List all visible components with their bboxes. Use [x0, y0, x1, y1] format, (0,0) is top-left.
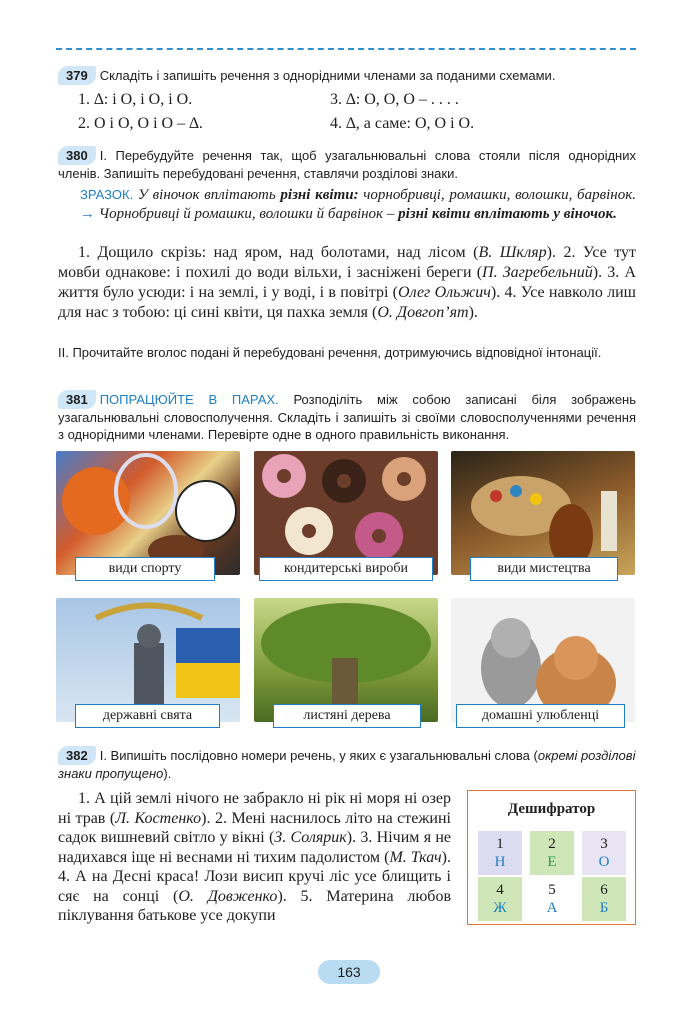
sentence: ). — [468, 304, 478, 321]
sentence: ). 3. Нічим я не надихався іще ні веснами ні тихим падолистом ( — [58, 829, 451, 866]
exercise-379-task — [58, 66, 636, 85]
exercise-text: І. Перебудуйте речення так, щоб узагальнювальні слова стояли після однорідних членів. Запишіть перебудовані речення, ставлячи розділові знаки. — [58, 148, 636, 181]
sentence: ). 2. Мені наснилось літо на стежині садок вишневий світло у вікні ( — [58, 809, 452, 846]
scheme-4: 4. ∆, а саме: О, О і О. — [330, 115, 475, 132]
sentence: 1. Дощило скрізь: над яром, над болотами, над лісом ( — [78, 244, 479, 261]
decoder-cell-letter: Е — [547, 854, 557, 870]
decoder-cell — [478, 831, 522, 875]
exercise-380-task — [58, 146, 636, 182]
sentence: ). 3. А життя було усюди: і на землі, і у воді, і в повітрі ( — [58, 264, 636, 301]
decoder-cell — [582, 831, 626, 875]
sample — [58, 185, 636, 224]
caption-arts: види мистецтва — [470, 557, 618, 581]
decoder-cell-letter: Ж — [493, 900, 507, 916]
decoder-cell-number: 4 — [496, 882, 504, 898]
caption-trees: листяні дерева — [273, 704, 421, 728]
sample-bold: вплітають у віночок. — [474, 206, 617, 222]
decoder-cell-number: 6 — [600, 882, 608, 898]
author: О. Довженко — [178, 887, 278, 905]
author: О. Довгоп’ят — [377, 304, 469, 321]
sentence: ). 4. А на Десні краса! Лози висип кручі ліс усе блищить і сяє на сонці ( — [58, 848, 451, 905]
sample-part: У віночок вплітають — [137, 187, 276, 203]
sentence: ). 5. Материна любов піклування батькове усе докупи — [58, 887, 452, 924]
decoder-title: Дешифратор — [507, 801, 596, 817]
exercise-text: І. Випишіть послідовно номери речень, у яких є узагальнювальні слова ( — [99, 748, 538, 763]
page-number: 163 — [318, 960, 380, 984]
arrow-icon: → — [80, 206, 95, 222]
scheme-2: 2. О і О, О і О – ∆. — [78, 115, 203, 132]
sentence: ). 2. Усе тут мовби однакове: і похилі до води вільхи, і засніжені береги ( — [58, 244, 636, 281]
sample-part: Чорнобривці й ромашки, волошки й барвінок – — [98, 206, 395, 222]
sentence: ). 4. Усе навколо лиш для нас з тобою: ці сині квіти, ця пахка земля ( — [58, 284, 637, 321]
exercise-number: 382 — [58, 746, 96, 765]
decoder-cell-letter: О — [598, 854, 610, 870]
author: Л. Костенко — [115, 809, 202, 827]
exercise-lead: ПОПРАЦЮЙТЕ В ПАРАХ. — [99, 392, 279, 407]
caption-holidays: державні свята — [75, 704, 220, 728]
decoder-cell — [530, 877, 574, 921]
caption-confectionery: кондитерські вироби — [259, 557, 433, 581]
caption-pets: домашні улюбленці — [456, 704, 625, 728]
exercise-text: Розподіліть між собою записані біля зображень узагальнювальні словосполучення. Складіть і запишіть зі своїми словосполученнями речення з однорідними членами. Перевірте одне в одного правильність виконання. — [58, 392, 636, 442]
exercise-text: ). — [163, 766, 172, 781]
decoder-cell — [582, 877, 626, 921]
sample-bold: різні квіти: — [280, 187, 359, 203]
sentence: 1. А цій землі нічого не забракло ні рік ні моря ні озер ні трав ( — [58, 790, 451, 827]
exercise-text-italic: окремі розділові знаки пропущено — [58, 748, 636, 781]
decoder-cell-letter: Н — [494, 854, 506, 870]
scheme-1: 1. ∆: і О, і О, і О. — [78, 91, 193, 108]
decoder-box — [467, 790, 636, 925]
author: З. Солярик — [274, 829, 347, 846]
exercise-number: 380 — [58, 146, 96, 165]
sample-bold: різні квіти — [398, 206, 471, 222]
caption-sports: види спорту — [75, 557, 215, 581]
decoder-cell-number: 5 — [548, 882, 556, 898]
scheme-3: 3. ∆: О, О, О – . . . . — [330, 91, 459, 108]
author: М. Ткач — [389, 848, 442, 866]
exercise-380-text — [58, 243, 636, 323]
sample-part: чорнобривці, ромашки, волошки, барвінок. — [363, 187, 636, 203]
exercise-381-task — [58, 390, 636, 443]
author: Олег Ольжич — [398, 284, 491, 301]
decoder-cell — [530, 831, 574, 875]
scheme-list — [78, 88, 203, 136]
exercise-text: Складіть і запишіть речення з однорідними членами за поданими схемами. — [99, 68, 556, 83]
decoder-cell-letter: Б — [599, 900, 609, 916]
exercise-number: 381 — [58, 390, 96, 409]
scheme-list-right — [330, 88, 474, 136]
exercise-number: 379 — [58, 66, 96, 85]
decoder-cell-number: 2 — [548, 836, 556, 852]
decoder-cell-number: 3 — [600, 836, 608, 852]
top-divider — [56, 48, 636, 50]
author: В. Шкляр — [478, 244, 547, 261]
decoder-cell-letter: А — [546, 900, 558, 916]
exercise-382-text — [58, 789, 451, 926]
author: П. Загребельний — [482, 264, 593, 281]
exercise-382-task — [58, 746, 636, 782]
decoder-cell — [478, 877, 522, 921]
decoder-cell-number: 1 — [496, 836, 504, 852]
exercise-380-task2: ІІ. Прочитайте вголос подані й перебудовані речення, дотримуючись відповідної інтонації. — [58, 345, 602, 360]
sample-label: ЗРАЗОК. — [80, 187, 134, 202]
